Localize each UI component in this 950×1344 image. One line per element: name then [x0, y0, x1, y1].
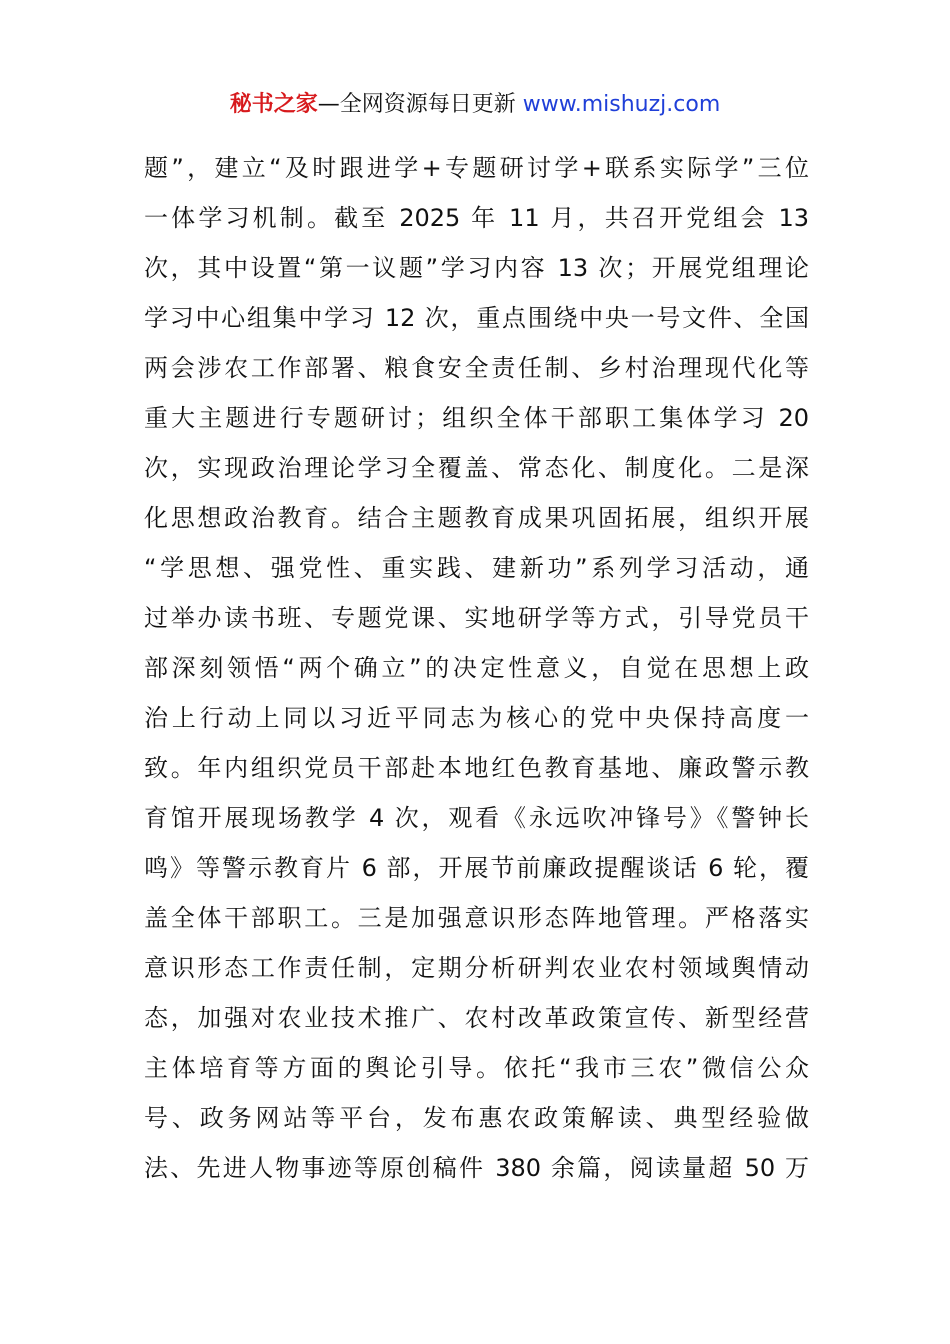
text-line: 鸣》等警示教育片 6 部，开展节前廉政提醒谈话 6 轮，覆	[144, 854, 809, 882]
text-line: 态，加强对农业技术推广、农村改革政策宣传、新型经营	[144, 1004, 809, 1032]
text-line: 两会涉农工作部署、粮食安全责任制、乡村治理现代化等	[144, 354, 809, 382]
text-line: 育馆开展现场教学 4 次，观看《永远吹冲锋号》《警钟长	[144, 804, 809, 832]
text-line: 重大主题进行专题研讨；组织全体干部职工集体学习 20	[144, 404, 809, 432]
text-line: 化思想政治教育。结合主题教育成果巩固拓展，组织开展	[144, 504, 809, 532]
site-brand: 秘书之家	[229, 92, 318, 117]
text-line: 部深刻领悟“两个确立”的决定性意义，自觉在思想上政	[144, 654, 809, 682]
document-body	[144, 143, 809, 1193]
site-tagline: —全网资源每日更新	[317, 92, 523, 117]
text-line: 题”，建立“及时跟进学+专题研讨学+联系实际学”三位	[144, 154, 809, 182]
text-line: 过举办读书班、专题党课、实地研学等方式，引导党员干	[144, 604, 809, 632]
text-line: 意识形态工作责任制，定期分析研判农业农村领域舆情动	[144, 954, 809, 982]
text-line: 法、先进人物事迹等原创稿件 380 余篇，阅读量超 50 万	[144, 1154, 809, 1182]
text-line: 号、政务网站等平台，发布惠农政策解读、典型经验做	[144, 1104, 809, 1132]
text-line: 次，其中设置“第一议题”学习内容 13 次；开展党组理论	[144, 254, 809, 282]
text-line: 治上行动上同以习近平同志为核心的党中央保持高度一	[144, 704, 809, 732]
text-line: 盖全体干部职工。三是加强意识形态阵地管理。严格落实	[144, 904, 809, 932]
text-line: 次，实现政治理论学习全覆盖、常态化、制度化。二是深	[144, 454, 809, 482]
text-line: 致。年内组织党员干部赴本地红色教育基地、廉政警示教	[144, 754, 809, 782]
text-line: 学习中心组集中学习 12 次，重点围绕中央一号文件、全国	[144, 304, 809, 332]
page-header	[0, 88, 950, 122]
text-line: “学思想、强党性、重实践、建新功”系列学习活动，通	[144, 554, 809, 582]
text-line: 一体学习机制。截至 2025 年 11 月，共召开党组会 13	[144, 204, 809, 232]
site-url-link[interactable]: www.mishuzj.com	[522, 92, 721, 117]
text-line: 主体培育等方面的舆论引导。依托“我市三农”微信公众	[144, 1054, 809, 1082]
